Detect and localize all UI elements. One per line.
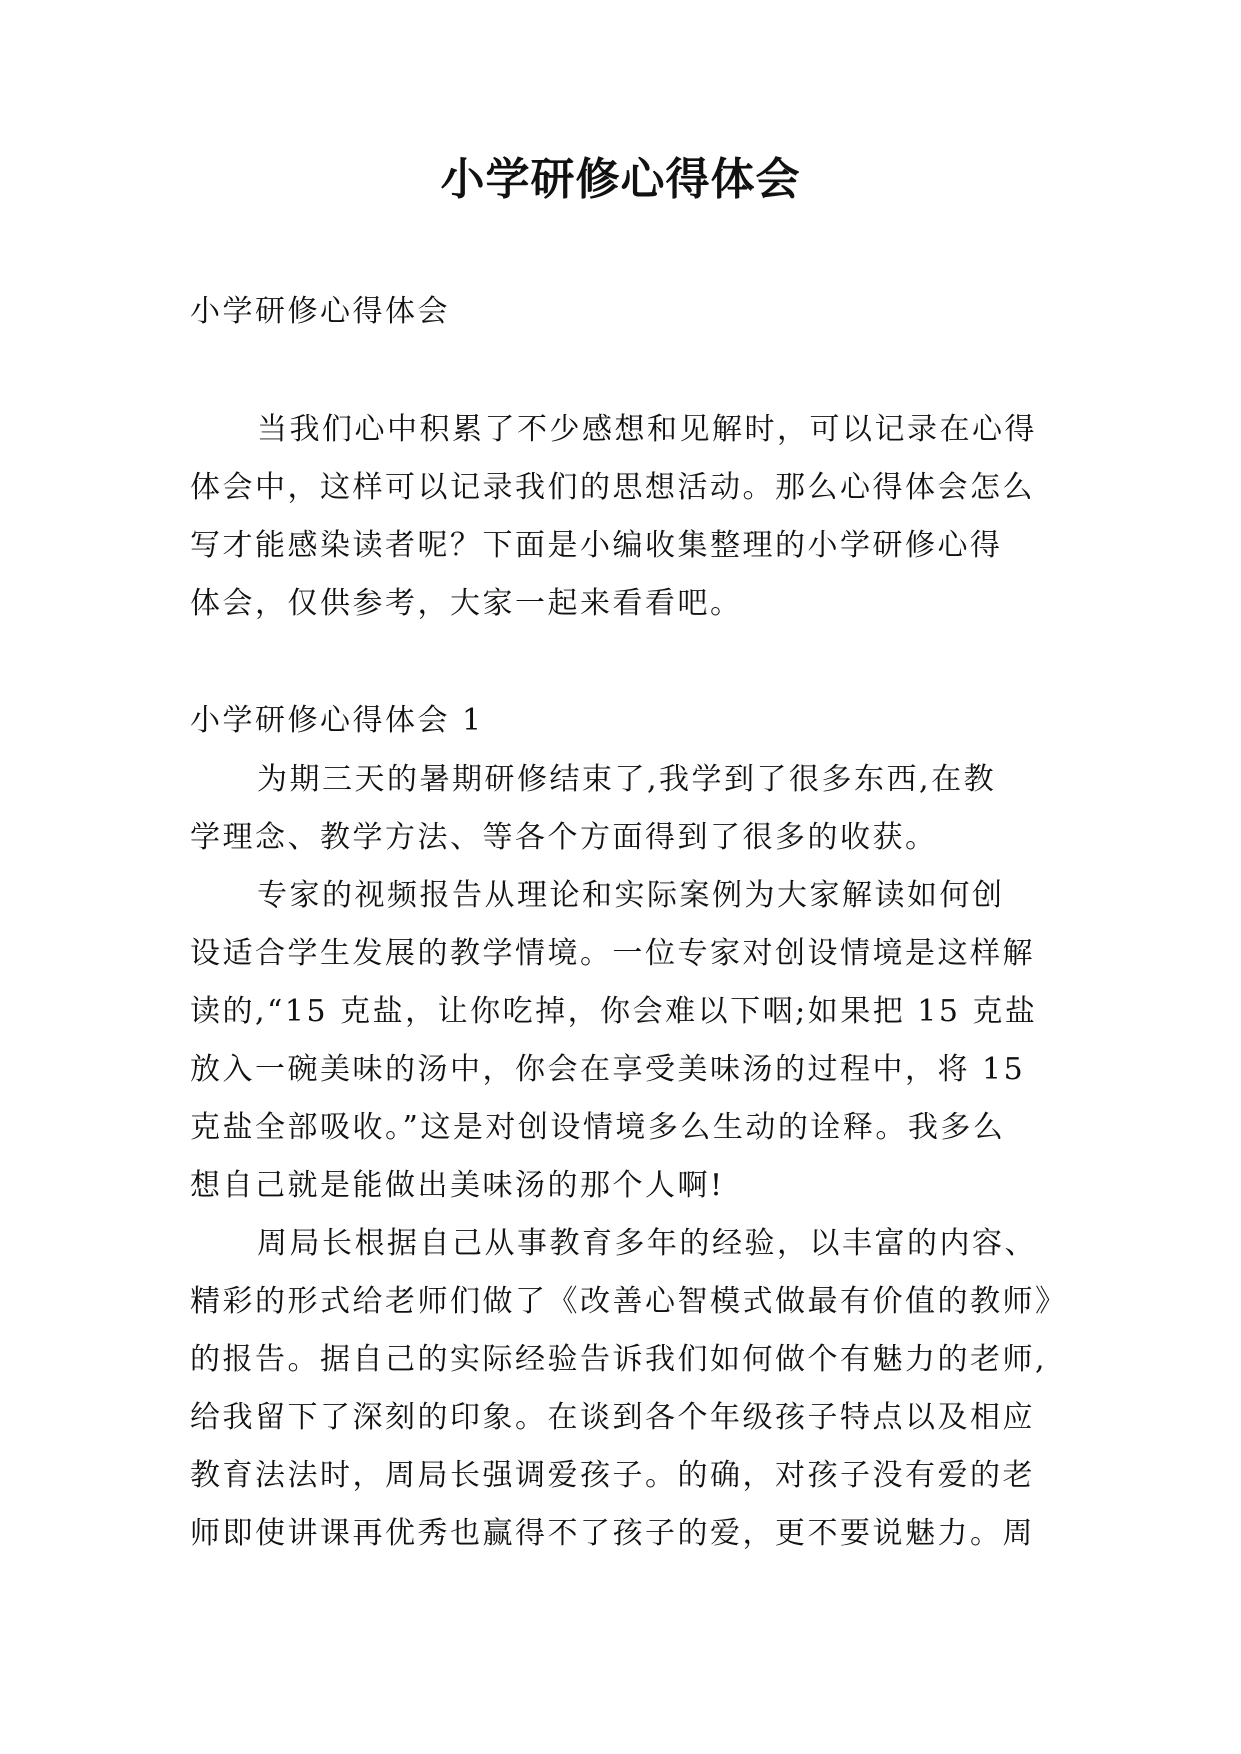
paragraph2-line: 放入一碗美味的汤中，你会在享受美味汤的过程中，将 15	[190, 1052, 1026, 1087]
document-title: 小学研修心得体会	[440, 154, 801, 205]
intro-line: 体会，仅供参考，大家一起来看看吧。	[190, 586, 743, 621]
document-subtitle: 小学研修心得体会	[190, 294, 450, 329]
intro-line: 当我们心中积累了不少感想和见解时，可以记录在心得	[257, 412, 1037, 447]
paragraph3-line: 师即使讲课再优秀也赢得不了孩子的爱，更不要说魅力。周	[190, 1516, 1035, 1551]
paragraph3-line: 给我留下了深刻的印象。在谈到各个年级孩子特点以及相应	[190, 1400, 1035, 1435]
paragraph2-line: 克盐全部吸收。”这是对创设情境多么生动的诠释。我多么	[190, 1110, 1006, 1145]
paragraph2-line: 专家的视频报告从理论和实际案例为大家解读如何创	[257, 878, 1005, 913]
paragraph2-line: 读的,“15 克盐，让你吃掉，你会难以下咽;如果把 15 克盐	[190, 994, 1038, 1029]
paragraph3-line: 周局长根据自己从事教育多年的经验，以丰富的内容、	[257, 1226, 1037, 1261]
intro-line: 体会中，这样可以记录我们的思想活动。那么心得体会怎么	[190, 470, 1035, 505]
paragraph3-line: 的报告。据自己的实际经验告诉我们如何做个有魅力的老师,	[190, 1342, 1048, 1377]
paragraph1-line: 学理念、教学方法、等各个方面得到了很多的收获。	[190, 820, 938, 855]
section-heading: 小学研修心得体会 1	[190, 703, 484, 738]
paragraph3-line: 精彩的形式给老师们做了《改善心智模式做最有价值的教师》	[190, 1284, 1068, 1319]
paragraph2-line: 设适合学生发展的教学情境。一位专家对创设情境是这样解	[190, 936, 1035, 971]
intro-line: 写才能感染读者呢？下面是小编收集整理的小学研修心得	[190, 528, 1003, 563]
paragraph3-line: 教育法法时，周局长强调爱孩子。的确，对孩子没有爱的老	[190, 1458, 1035, 1493]
paragraph2-line: 想自己就是能做出美味汤的那个人啊!	[190, 1168, 725, 1203]
paragraph1-line: 为期三天的暑期研修结束了,我学到了很多东西,在教	[257, 762, 997, 797]
